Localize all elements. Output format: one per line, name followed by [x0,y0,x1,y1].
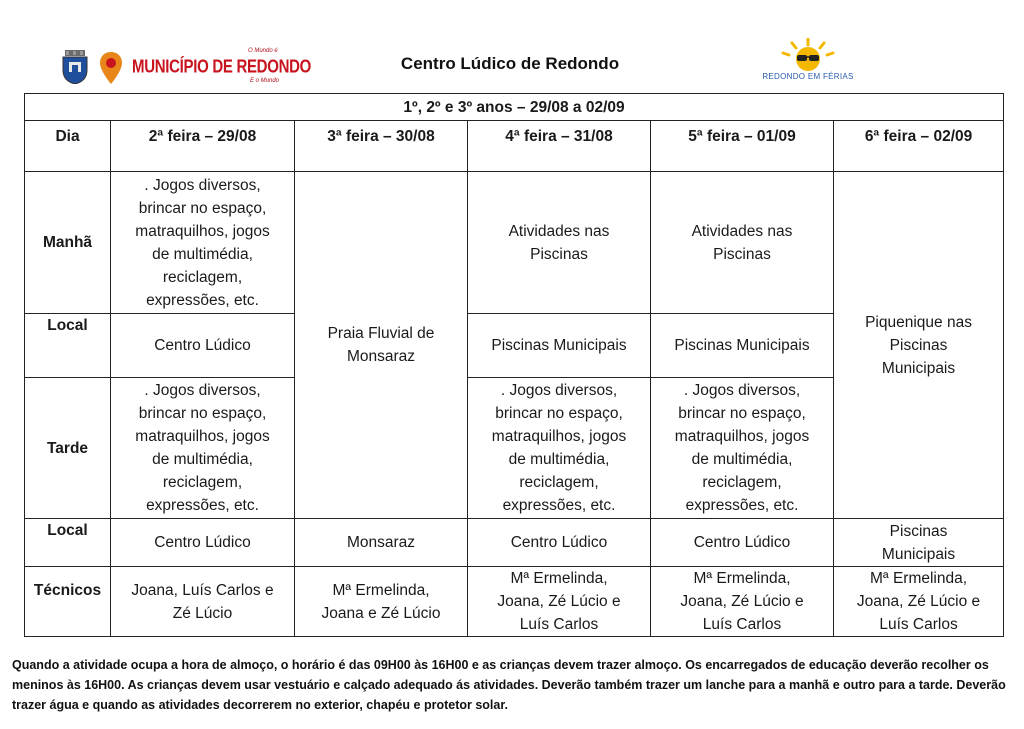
table-title: 1º, 2º e 3º anos – 29/08 a 02/09 [25,94,1004,121]
cell-line: expressões, etc. [502,497,616,514]
cell-line: de multimédia, [152,245,253,263]
cell-line: Praia Fluvial de [327,325,435,342]
cell-line: Zé Lúcio [172,604,233,622]
cell-line: Piscinas [530,245,588,263]
sun-with-sunglasses-icon [780,38,836,72]
cell-line: Luís Carlos [519,616,599,633]
schedule-table [24,93,1004,637]
cell-wed-local-1: Piscinas Municipais [468,314,651,378]
table-row-manha [25,172,1004,314]
program-logo-text: REDONDO EM FÉRIAS [762,72,854,81]
program-logo [762,38,854,88]
cell-line: Joana, Zé Lúcio e [680,593,804,610]
cell-line: reciclagem, [162,268,243,286]
municipality-tagline-top: O Mundo é [248,48,278,54]
cell-line: brincar no espaço, [138,199,267,217]
municipality-tagline-bottom: E o Mundo [250,78,280,84]
cell-line: matraquilhos, jogos [674,428,810,445]
cell-line: Municipais [881,359,956,377]
cell-line: brincar no espaço, [495,405,623,422]
cell-line: Piscinas [889,336,948,354]
cell-line: expressões, etc. [146,291,259,309]
location-pin-icon [100,52,122,84]
cell-line: Monsaraz [346,348,416,365]
cell-thu-tecnicos [651,567,834,637]
cell-line: Atividades nas [508,222,610,240]
cell-line: expressões, etc. [685,497,799,514]
column-header-day: Dia [25,121,111,172]
cell-tue-tecnicos [295,567,468,637]
cell-line: Piscinas [889,522,948,540]
column-header-thursday: 5ª feira – 01/09 [651,121,834,172]
cell-line: Joana, Luís Carlos e [131,581,274,599]
cell-mon-local-2: Centro Lúdico [111,519,295,567]
cell-line: Mª Ermelinda, [332,581,430,599]
cell-line: Atividades nas [691,222,793,240]
municipality-logo [60,48,312,88]
cell-line: . Jogos diversos, [683,382,801,399]
cell-line: matraquilhos, jogos [135,428,270,445]
coat-of-arms-icon [60,50,90,84]
cell-mon-tecnicos [111,567,295,637]
cell-tue-local-2: Monsaraz [295,519,468,567]
cell-line: . Jogos diversos, [144,382,261,399]
cell-line: . Jogos diversos, [500,382,618,399]
cell-wed-local-2: Centro Lúdico [468,519,651,567]
column-header-friday: 6ª feira – 02/09 [834,121,1004,172]
cell-line: Luís Carlos [879,616,958,633]
cell-fri-tecnicos [834,567,1004,637]
cell-fri-local-2 [834,519,1004,567]
row-label-tecnicos: Técnicos [25,567,111,637]
cell-line: de multimédia, [152,451,253,468]
table-row-local-2 [25,519,1004,567]
cell-line: matraquilhos, jogos [135,222,270,240]
cell-wed-tecnicos [468,567,651,637]
cell-thu-manha [651,172,834,314]
cell-line: Municipais [881,545,956,563]
column-header-monday: 2ª feira – 29/08 [111,121,295,172]
column-header-tuesday: 3ª feira – 30/08 [295,121,468,172]
cell-mon-manha [111,172,295,314]
cell-line: reciclagem, [519,474,599,491]
cell-mon-local-1: Centro Lúdico [111,314,295,378]
cell-line: de multimédia, [691,451,793,468]
page-title: Centro Lúdico de Redondo [400,54,620,73]
table-row-tecnicos [25,567,1004,637]
municipality-name: MUNICÍPIO DE REDONDO [132,56,312,78]
cell-line: brincar no espaço, [678,405,806,422]
cell-mon-tarde [111,378,295,519]
cell-line: Joana e Zé Lúcio [321,604,441,622]
cell-line: . Jogos diversos, [144,176,261,194]
row-label-manha: Manhã [25,172,111,314]
cell-thu-local-1: Piscinas Municipais [651,314,834,378]
cell-wed-tarde [468,378,651,519]
table-header-row [25,121,1004,172]
cell-tue-day [295,172,468,519]
cell-line: reciclagem, [702,474,782,491]
cell-line: Mª Ermelinda, [870,570,968,587]
cell-line: Luís Carlos [702,616,782,633]
column-header-wednesday: 4ª feira – 31/08 [468,121,651,172]
cell-line: expressões, etc. [146,497,259,514]
cell-thu-tarde [651,378,834,519]
cell-line: de multimédia, [508,451,610,468]
cell-wed-manha [468,172,651,314]
cell-line: matraquilhos, jogos [491,428,627,445]
footer-note: Quando a atividade ocupa a hora de almoço, o horário é das 09H00 às 16H00 e as crianças devem trazer almoço. Os encarregados de educação deverão recolher os meninos às 16H00. As crianças devem usar vestuário e calçado adequado ás atividades. Deverão também trazer um lanche para a manhã e outro para a tarde. Deverão trazer água e quando as atividades decorrerem no exterior, chapéu e protetor solar. [12,658,1006,712]
cell-thu-local-2: Centro Lúdico [651,519,834,567]
cell-line: Mª Ermelinda, [510,570,608,587]
row-label-local-1: Local [25,314,111,378]
row-label-tarde: Tarde [25,378,111,519]
cell-line: brincar no espaço, [138,405,267,422]
cell-line: Joana, Zé Lúcio e [856,593,981,610]
cell-line: Joana, Zé Lúcio e [497,593,621,610]
cell-line: Piquenique nas [865,313,972,331]
cell-line: reciclagem, [162,474,243,491]
row-label-local-2: Local [25,519,111,567]
cell-fri-day [834,172,1004,519]
cell-line: Piscinas [713,245,771,263]
cell-line: Mª Ermelinda, [693,570,791,587]
